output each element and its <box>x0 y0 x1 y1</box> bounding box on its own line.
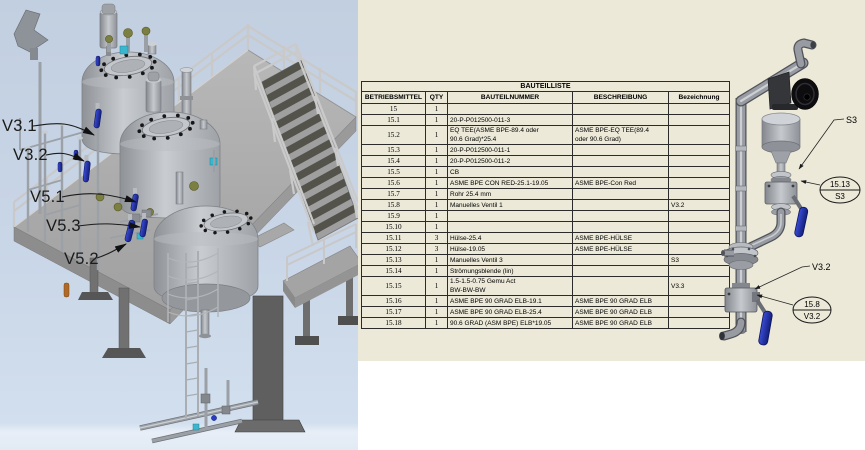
col-header-qty: QTY <box>426 92 448 104</box>
table-row[interactable]: 15.1 1 20-P-P012500-011-3 <box>362 115 730 126</box>
col-header-betriebsmittel: BETRIEBSMITTEL <box>362 92 426 104</box>
canister <box>762 113 800 173</box>
table-row[interactable]: 15.10 1 <box>362 222 730 233</box>
table-row[interactable]: 15.14 1 Strömungsblende (lin) <box>362 266 730 277</box>
valve-1-handle[interactable] <box>794 206 809 237</box>
valve-label-v3-2: V3.2 <box>13 146 48 164</box>
table-row[interactable]: 15.16 1 ASME BPE 90 GRAD ELB-19.1 ASME BPE 90 GRAD ELB <box>362 296 730 307</box>
table-row[interactable]: 15.9 1 <box>362 211 730 222</box>
svg-text:15.8: 15.8 <box>804 300 820 309</box>
table-row[interactable]: 15.8 1 Manuelles Ventil 1 V3.2 <box>362 200 730 211</box>
table-row[interactable]: 15 1 <box>362 104 730 115</box>
table-row[interactable]: 15.18 1 90.6 GRAD (ASM BPE) ELB*19.05 ASME BPE 90 GRAD ELB <box>362 318 730 329</box>
svg-text:V3.2: V3.2 <box>803 312 821 321</box>
valve-2-handle[interactable] <box>758 311 773 346</box>
col-header-beschreibung: BESCHREIBUNG <box>573 92 669 104</box>
table-row[interactable]: 15.5 1 CB <box>362 167 730 178</box>
top-elbow-pipe <box>741 41 816 101</box>
table-row[interactable]: 15.2 1 EQ TEE(ASME BPE-89.4 oder 90.6 Grad)*25.4 ASME BPE-EQ TEE(89.4 oder 90.6 Grad) <box>362 126 730 145</box>
3d-viewport[interactable] <box>0 0 358 450</box>
balloon-15-13 <box>820 177 860 203</box>
col-header-bezeichnung: Bezeichnung <box>669 92 730 104</box>
valve-1[interactable] <box>748 171 809 248</box>
table-row[interactable]: 15.15 1 1.5-1.5-0.75 Gemu Act BW-BW-BW V3.3 <box>362 277 730 296</box>
callout-v3-2: V3.2 <box>812 262 831 272</box>
main-pipe <box>736 98 747 334</box>
parts-table-body <box>362 104 730 329</box>
pump-motor <box>768 72 819 110</box>
callout-s3: S3 <box>846 115 858 125</box>
svg-text:15.13: 15.13 <box>829 180 851 189</box>
table-row[interactable]: 15.12 3 Hülse-19.05 ASME BPE-HÜLSE <box>362 244 730 255</box>
table-row[interactable]: 15.3 1 20-P-P012500-011-1 <box>362 145 730 156</box>
parts-list-title: BAUTEILLISTE <box>362 82 730 92</box>
table-row[interactable]: 15.6 1 ASME BPE CON RED-25.1-19.05 ASME BPE-Con Red <box>362 178 730 189</box>
table-row[interactable]: 15.17 1 ASME BPE 90 GRAD ELB-25.4 ASME BPE 90 GRAD ELB <box>362 307 730 318</box>
balloon-15-8 <box>793 297 831 323</box>
svg-text:S3: S3 <box>835 192 845 201</box>
parts-list-table[interactable] <box>361 81 730 329</box>
drawing-sheet <box>358 0 865 361</box>
table-row[interactable]: 15.11 3 Hülse-25.4 ASME BPE-HÜLSE <box>362 233 730 244</box>
table-row[interactable]: 15.7 1 Rohr 25.4 mm <box>362 189 730 200</box>
valve-label-v5-2: V5.2 <box>64 250 99 268</box>
valve-label-v3-1: V3.1 <box>2 117 37 135</box>
table-row[interactable]: 15.13 1 Manuelles Ventil 3 S3 <box>362 255 730 266</box>
detail-callouts <box>755 115 860 323</box>
valve-label-v5-3: V5.3 <box>46 217 81 235</box>
col-header-bauteilnummer: BAUTEILNUMMER <box>448 92 573 104</box>
table-row[interactable]: 15.4 1 20-P-P012500-011-2 <box>362 156 730 167</box>
valve-label-v5-1: V5.1 <box>30 188 65 206</box>
